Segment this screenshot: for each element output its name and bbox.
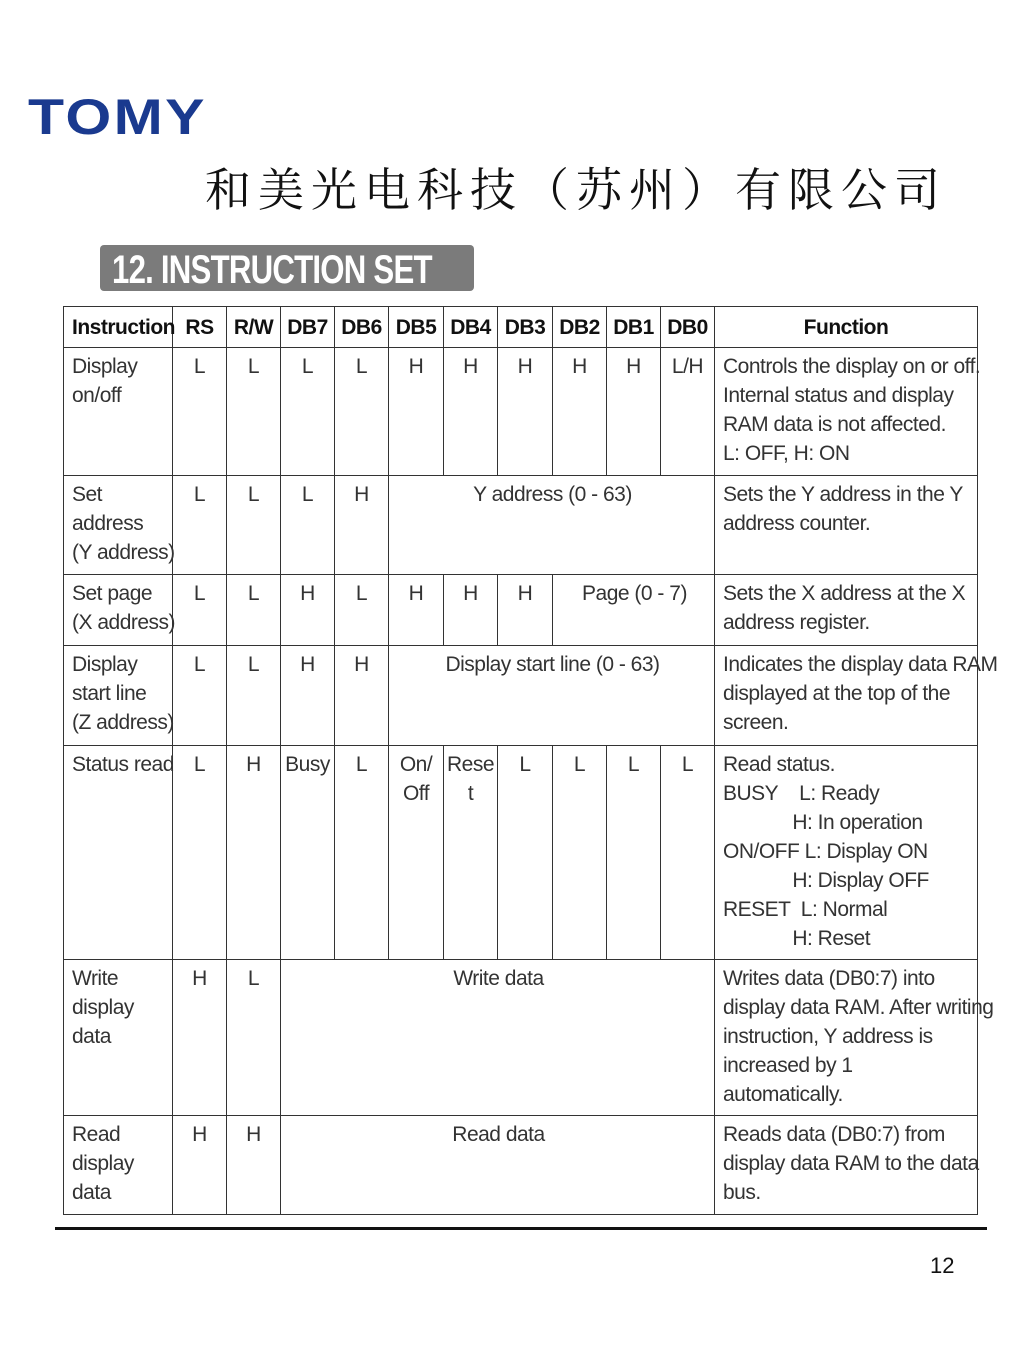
rw-cell: L (227, 575, 281, 646)
header-db4: DB4 (444, 307, 498, 348)
db2-cell: H (553, 348, 607, 476)
section-title: 12. INSTRUCTION SET (112, 248, 432, 292)
db2-cell: L (553, 746, 607, 960)
page-number: 12 (930, 1253, 955, 1278)
instruction-set-table (63, 306, 998, 1215)
header-db6: DB6 (335, 307, 389, 348)
table-row-display-onoff (64, 348, 978, 476)
table-row-set-address (64, 476, 978, 575)
function-cell: Controls the display on or off. Internal status and display RAM data is not affected. L: OFF, H: ON (715, 348, 978, 476)
function-cell: Indicates the display data RAM displayed at the top of the screen. (715, 646, 978, 746)
header-db3: DB3 (498, 307, 553, 348)
db4-cell: H (444, 575, 498, 646)
rs-cell: L (173, 575, 227, 646)
rw-cell: H (227, 746, 281, 960)
instruction-cell: Status read (64, 746, 173, 960)
rw-cell: L (227, 960, 281, 1116)
db7-cell: H (281, 575, 335, 646)
header-db1: DB1 (607, 307, 661, 348)
db5-cell: H (389, 575, 444, 646)
company-name: 和美光电科技（苏州）有限公司 (205, 163, 947, 217)
db4-cell: H (444, 348, 498, 476)
db1-cell: L (607, 746, 661, 960)
rw-cell: L (227, 476, 281, 575)
db6-cell: H (335, 646, 389, 746)
header-db2: DB2 (553, 307, 607, 348)
header-instruction: Instruction (64, 307, 173, 348)
tomy-logo: TOMY (28, 89, 207, 145)
rs-cell: L (173, 348, 227, 476)
table-header-row (64, 307, 978, 348)
rs-cell: L (173, 746, 227, 960)
span-cell: Y address (0 - 63) (389, 476, 715, 575)
db3-cell: H (498, 575, 553, 646)
span-cell: Read data (281, 1116, 715, 1215)
db7-cell: L (281, 348, 335, 476)
header-rw: R/W (227, 307, 281, 348)
db6-cell: L (335, 348, 389, 476)
instruction-cell: Display on/off (64, 348, 173, 476)
table-row-status-read (64, 746, 978, 960)
db5-cell: On/ Off (389, 746, 444, 960)
rs-cell: L (173, 646, 227, 746)
db3-cell: H (498, 348, 553, 476)
table-row-display-start-line (64, 646, 978, 746)
instruction-cell: Write display data (64, 960, 173, 1116)
bottom-divider (55, 1227, 987, 1230)
span-cell: Write data (281, 960, 715, 1116)
db6-cell: L (335, 575, 389, 646)
function-cell: Reads data (DB0:7) from display data RAM to the data bus. (715, 1116, 978, 1215)
db6-cell: H (335, 476, 389, 575)
table-row-set-page (64, 575, 978, 646)
span-cell: Page (0 - 7) (553, 575, 715, 646)
header-db5: DB5 (389, 307, 444, 348)
header-db0: DB0 (661, 307, 715, 348)
instruction-cell: Set address (Y address) (64, 476, 173, 575)
db1-cell: H (607, 348, 661, 476)
rs-cell: L (173, 476, 227, 575)
rs-cell: H (173, 960, 227, 1116)
function-cell: Sets the X address at the X address register. (715, 575, 978, 646)
db7-cell: Busy (281, 746, 335, 960)
db4-cell: Rese t (444, 746, 498, 960)
db0-cell: L/H (661, 348, 715, 476)
header-rs: RS (173, 307, 227, 348)
rw-cell: H (227, 1116, 281, 1215)
header-db7: DB7 (281, 307, 335, 348)
function-cell: Writes data (DB0:7) into display data RAM. After writing instruction, Y address is increased by 1 automatically. (715, 960, 978, 1116)
db0-cell: L (661, 746, 715, 960)
db5-cell: H (389, 348, 444, 476)
header-function: Function (715, 307, 978, 348)
instruction-cell: Read display data (64, 1116, 173, 1215)
db7-cell: L (281, 476, 335, 575)
rw-cell: L (227, 348, 281, 476)
instruction-cell: Set page (X address) (64, 575, 173, 646)
function-cell: Sets the Y address in the Y address counter. (715, 476, 978, 575)
rw-cell: L (227, 646, 281, 746)
instruction-cell: Display start line (Z address) (64, 646, 173, 746)
rs-cell: H (173, 1116, 227, 1215)
db3-cell: L (498, 746, 553, 960)
table-row-write-data (64, 960, 978, 1116)
function-cell: Read status. BUSY L: Ready H: In operation ON/OFF L: Display ON H: Display OFF RESET L: Normal H: Reset (715, 746, 978, 960)
db6-cell: L (335, 746, 389, 960)
span-cell: Display start line (0 - 63) (389, 646, 715, 746)
db7-cell: H (281, 646, 335, 746)
table-row-read-data (64, 1116, 978, 1215)
